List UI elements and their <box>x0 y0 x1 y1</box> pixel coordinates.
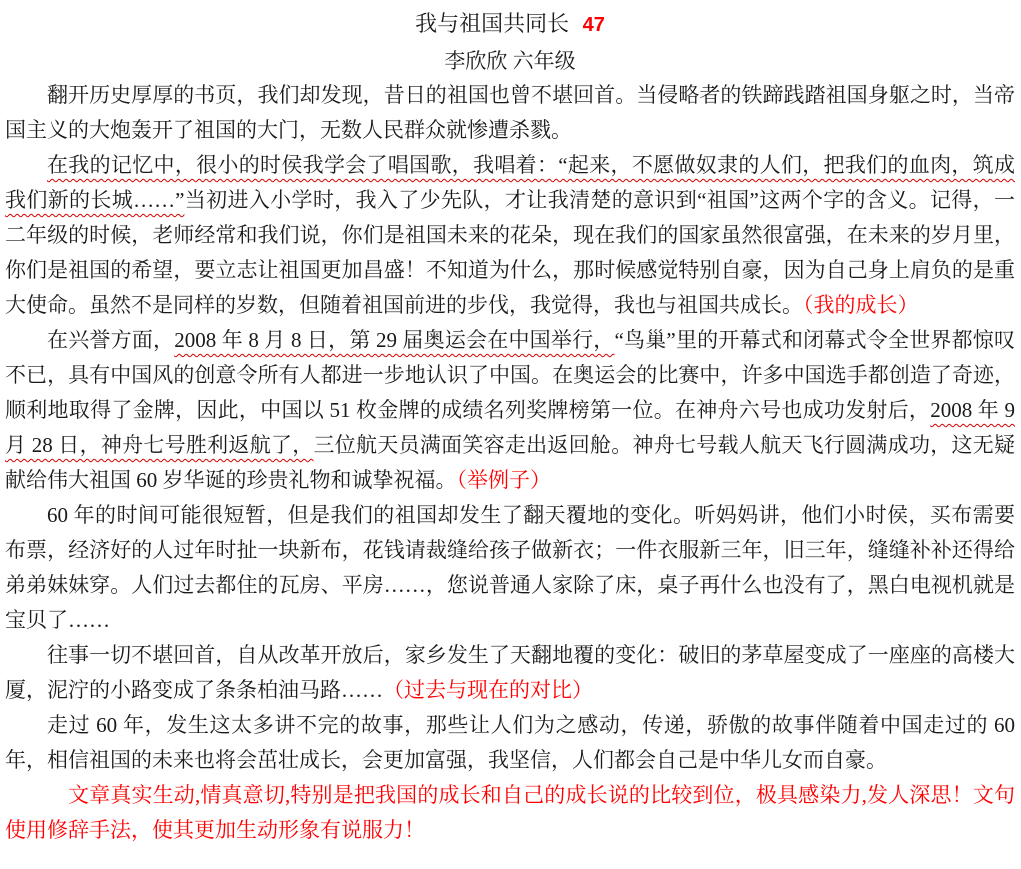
essay-byline: 李欣欣 六年级 <box>444 49 576 73</box>
teacher-annotation-red: （我的成长） <box>803 293 919 317</box>
essay-text-run: 在兴誉方面， <box>47 328 175 352</box>
paragraph-conclusion <box>5 708 1015 778</box>
paragraph-olympics-shenzhou <box>5 323 1015 498</box>
essay-title-text: 我与祖国共同长 <box>415 11 570 36</box>
teacher-wavy-underlined-text: 在我的记忆中，很小的时侯我学会了唱国歌，我唱着：“起来，不愿做奴隶的人们，把我们的血肉，筑成我们新的长城……” <box>5 153 1015 212</box>
paragraph-reform-contrast <box>5 638 1015 708</box>
essay-text-run: 翻开历史厚厚的书页，我们却发现，昔日的祖国也曾不堪回首。当侵略者的铁蹄践踏祖国身躯之时，当帝国主义的大炮轰开了祖国的大门，无数人民群众就惨遭杀戮。 <box>5 83 1015 142</box>
teacher-wavy-underlined-text: 2008 年 8 月 8 日，第 29 届奥运会在中国举行， <box>174 328 615 352</box>
essay-text-run: 60 年的时间可能很短暂，但是我们的祖国却发生了翻天覆地的变化。听妈妈讲，他们小时侯，买布需要布票，经济好的人过年时扯一块新布，花钱请裁缝给孩子做新衣；一件衣服新三年，旧三年，缝缝补补还得给弟弟妹妹穿。人们过去都住的瓦房、平房……，您说普通人家除了床，桌子再什么也没有了，黑白电视机就是宝贝了…… <box>5 503 1015 632</box>
essay-text-run: 三位航天员满面笑容走出返回舱。神舟七号载人航天飞行圆满成功，这无疑献给伟大祖国 60 岁华诞的珍贵礼物和诚挚祝福。 <box>5 433 1016 492</box>
essay-text-run: “鸟巢”里的开幕式和闭幕式令全世界都惊叹不已，具有中国风的创意令所有人都进一步地认识了中国。在奥运会的比赛中，许多中国选手都创造了奇迹，顺利地取得了金牌，因此，中国以 51 枚金牌的成绩名列奖牌榜第一位。在神舟六号也成功发射后， <box>5 328 1016 422</box>
essay-body <box>5 78 1015 848</box>
essay-text-run: 当初进入小学时，我入了少先队，才让我清楚的意识到“祖国”这两个字的含义。记得，一二年级的时候，老师经常和我们说，你们是祖国未来的花朵，现在我们的国家虽然很富强，在未来的岁月里，你们是祖国的希望，要立志让祖国更加昌盛！不知道为什么，那时候感觉特别自豪，因为自己身上肩负的是重大使命。虽然不是同样的岁数，但随着祖国前进的步伐，我觉得，我也与祖国共成长。 <box>5 188 1016 317</box>
essay-text-run: 往事一切不堪回首，自从改革开放后，家乡发生了天翻地覆的变化：破旧的茅草屋变成了一座座的高楼大厦，泥泞的小路变成了条条柏油马路…… <box>5 643 1015 702</box>
essay-score-number: 47 <box>582 14 605 36</box>
teacher-annotation-red: （举例子） <box>456 468 551 492</box>
teacher-wavy-underlined-text: 2008 年 9 月 28 日，神舟七号胜利返航了， <box>5 398 1016 457</box>
teacher-annotation-red: （过去与现在的对比） <box>383 678 593 702</box>
paragraph-60-years-changes <box>5 498 1015 638</box>
paragraph-memory-growth <box>5 148 1015 323</box>
paragraph-opening <box>5 78 1015 148</box>
teacher-annotation-red: 文章真实生动,情真意切,特别是把我国的成长和自己的成长说的比较到位，极具感染力,发人深思！文句使用修辞手法，使其更加生动形象有说服力！ <box>5 783 1015 842</box>
teacher-comment <box>5 778 1015 848</box>
essay-text-run: 走过 60 年，发生这太多讲不完的故事，那些让人们为之感动，传递，骄傲的故事伴随着中国走过的 60 年，相信祖国的未来也将会茁壮成长，会更加富强，我坚信，人们都会自己是中华儿女而自豪。 <box>5 713 1015 772</box>
essay-title <box>5 5 1015 44</box>
